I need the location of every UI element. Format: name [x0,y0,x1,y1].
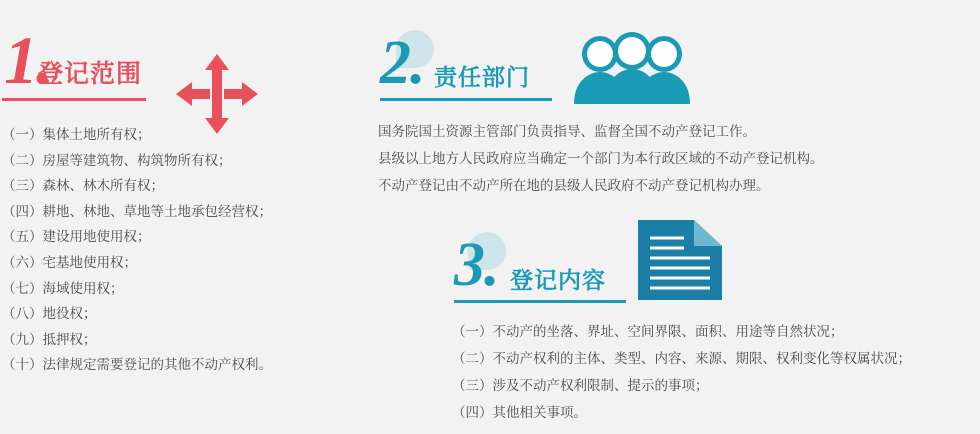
section-2-underline [380,98,552,101]
section-1-title: 登记范围 [38,60,143,88]
list-item: （五）建设用地使用权； [2,229,151,245]
section-registration-scope [0,22,360,373]
section-2-paragraphs [378,118,958,199]
section-3-list [452,318,972,426]
list-item: （二）不动产权利的主体、类型、内容、来源、期限、权利变化等权属状况； [452,351,911,366]
list-item: （九）抵押权； [2,331,97,347]
three-people-icon [564,28,700,104]
section-2-title: 责任部门 [434,64,530,90]
list-item: （七）海域使用权； [2,280,124,296]
section-responsible-department [378,29,938,193]
list-item: （一）不动产的坐落、界址、空间界限、面积、用途等自然状况； [452,324,844,339]
section-2-header [378,29,938,106]
paragraph: 不动产登记由不动产所在地的县级人民政府不动产登记机构办理。 [378,178,770,193]
paragraph: 国务院国土资源主管部门负责指导、监督全国不动产登记工作。 [378,124,756,139]
list-item: （三）森林、林木所有权； [2,178,164,194]
section-1-underline [2,98,146,101]
section-registration-content [452,222,972,420]
section-1-number: 1. [4,22,51,98]
section-3-header [452,222,972,302]
section-3-title: 登记内容 [510,267,606,293]
list-item: （二）房屋等建筑物、构筑物所有权； [2,152,232,168]
document-icon [632,218,728,302]
section-3-number: 3. [454,231,499,299]
section-1-list [2,122,342,378]
list-item: （三）涉及不动产权利限制、提示的事项； [452,378,709,393]
list-item: （六）宅基地使用权； [2,254,137,270]
list-item: （四）其他相关事项。 [452,405,587,420]
list-item: （一）集体土地所有权； [2,127,151,142]
section-3-underline [454,300,626,303]
section-2-number: 2. [380,29,425,97]
list-item: （十）法律规定需要登记的其他不动产权利。 [2,357,272,373]
list-item: （八）地役权； [2,306,97,322]
paragraph: 县级以上地方人民政府应当确定一个部门为本行政区域的不动产登记机构。 [378,151,824,166]
list-item: （四）耕地、林地、草地等土地承包经营权； [2,203,272,219]
